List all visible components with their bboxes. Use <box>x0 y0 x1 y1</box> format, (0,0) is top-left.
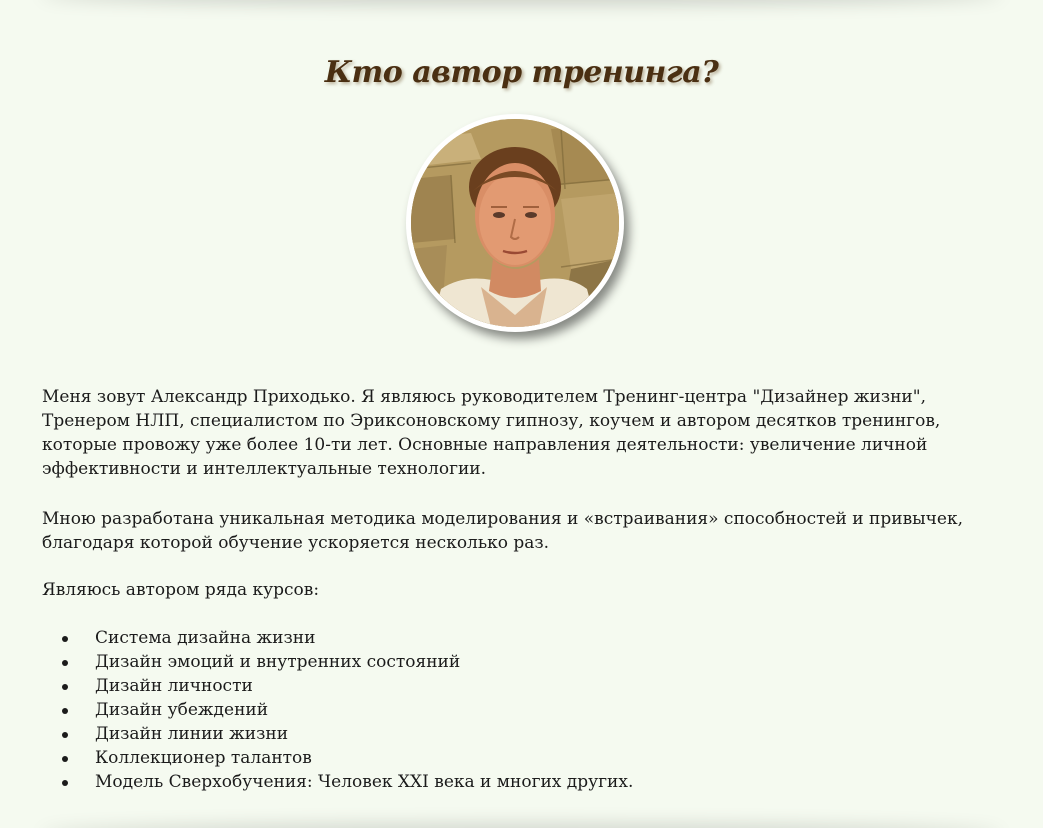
courses-heading: Являюсь автором ряда курсов: <box>42 580 320 600</box>
bio-paragraph-intro: Меня зовут Александр Приходько. Я являюсь руководителем Тренинг-центра "Дизайнер жизни", Тренером НЛП, специалистом по Эриксоновскому гипнозу, коучем и автором десятков тренингов, которые провожу уже более 10-ти лет. Основные направления деятельности: увеличение личной эффективности и интеллектуальные технологии. <box>42 387 941 479</box>
bio-paragraph-method: Мною разработана уникальная методика моделирования и «встраивания» способностей и привычек, благодаря которой обучение ускоряется несколько раз. <box>42 509 963 553</box>
course-title: Дизайн линии жизни <box>95 724 289 744</box>
bullet-icon <box>62 708 68 714</box>
bullet-icon <box>62 636 68 642</box>
course-title: Дизайн эмоций и внутренних состояний <box>95 652 461 672</box>
list-item <box>42 626 942 650</box>
course-title: Коллекционер талантов <box>95 748 312 768</box>
list-item <box>42 722 942 746</box>
bullet-icon <box>62 660 68 666</box>
course-title: Дизайн личности <box>95 676 253 696</box>
course-title: Модель Сверхобучения: Человек XXI века и многих других. <box>95 772 634 792</box>
author-photo <box>411 119 619 327</box>
bullet-icon <box>62 732 68 738</box>
bullet-icon <box>62 684 68 690</box>
list-item <box>42 698 942 722</box>
bullet-icon <box>62 756 68 762</box>
bullet-icon <box>62 780 68 786</box>
author-photo-frame <box>406 114 624 332</box>
course-title: Дизайн убеждений <box>95 700 269 720</box>
author-portrait-image <box>411 119 619 327</box>
list-item <box>42 746 942 770</box>
course-list <box>42 626 942 794</box>
course-title: Система дизайна жизни <box>95 628 316 648</box>
list-item <box>42 770 942 794</box>
list-item <box>42 674 942 698</box>
list-item <box>42 650 942 674</box>
section-title: Кто автор тренинга? <box>324 54 719 90</box>
